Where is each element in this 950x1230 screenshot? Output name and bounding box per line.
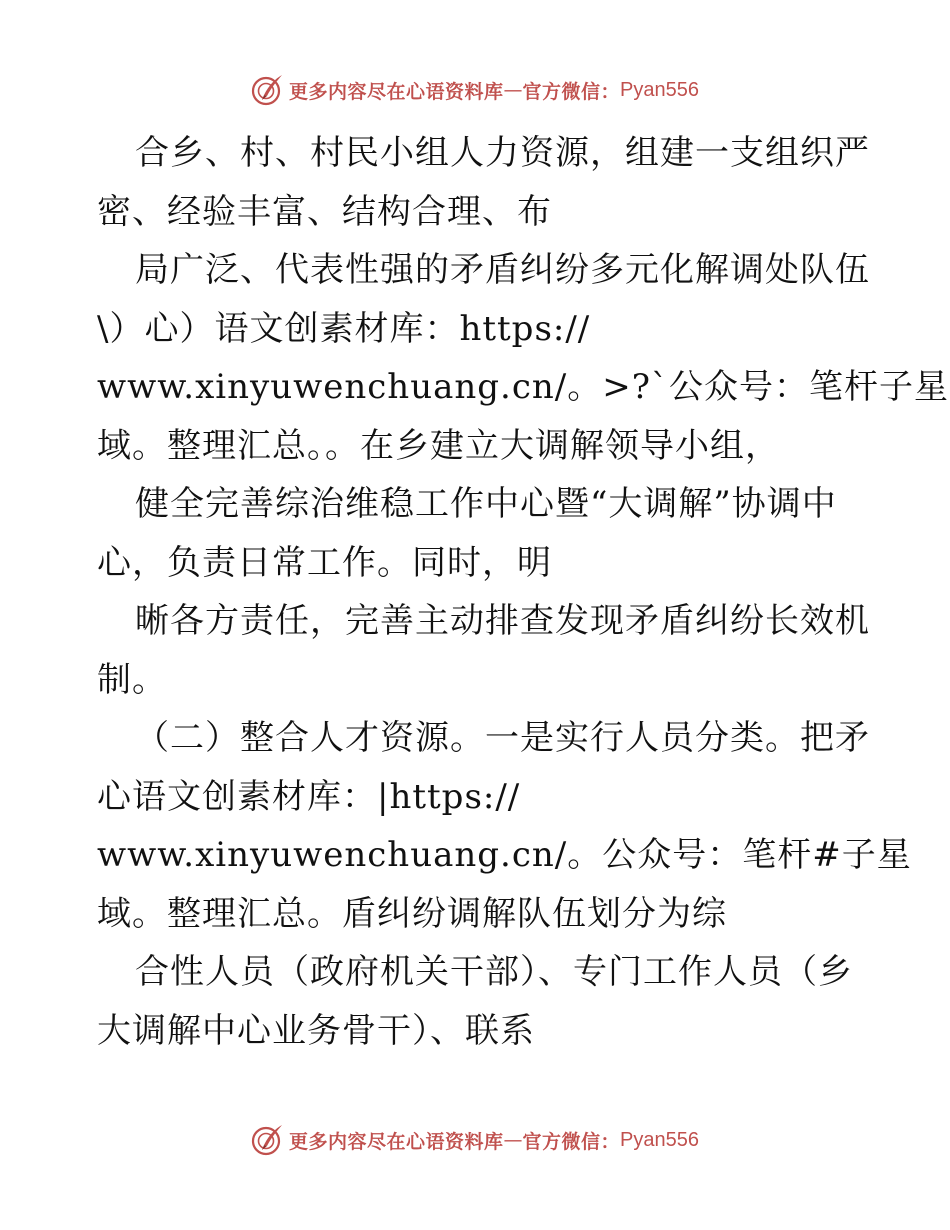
header-watermark-banner — [0, 70, 950, 110]
banner-text: 更多内容尽在心语资料库 — [289, 1130, 504, 1153]
banner-wechat-id: Pyan556 — [620, 78, 699, 101]
body-line-6: 域。整理汇总。。在乡建立大调解领导小组， — [97, 425, 780, 466]
body-line-9: 晰各方责任，完善主动排查发现矛盾纠纷长效机 — [135, 601, 870, 641]
document-body — [97, 124, 949, 1060]
body-line-1: 合乡、村、村民小组人力资源，组建一支组织严 — [135, 133, 870, 173]
body-line-13: www.xinyuwenchuang.cn/。公众号：笔杆#子星 — [97, 835, 912, 875]
body-line-8: 心，负责日常工作。同时，明 — [97, 542, 552, 583]
quill-logo-icon — [251, 73, 285, 107]
body-line-12: 心语文创素材库：|https:// — [97, 776, 521, 817]
banner-text: 更多内容尽在心语资料库 — [289, 80, 504, 103]
body-line-15: 合性人员（政府机关干部）、专门工作人员（乡 — [135, 952, 853, 992]
body-line-11: （二）整合人才资源。一是实行人员分类。把矛 — [135, 718, 870, 758]
banner-separator: — — [503, 1129, 523, 1151]
banner-separator: — — [503, 79, 523, 101]
banner-wechat-id: Pyan556 — [620, 1128, 699, 1151]
quill-logo-icon — [251, 1123, 285, 1157]
banner-wechat-label: 官方微信： — [522, 1130, 621, 1153]
banner-wechat-label: 官方微信： — [522, 80, 621, 103]
body-line-10: 制。 — [97, 659, 167, 700]
body-line-14: 域。整理汇总。盾纠纷调解队伍划分为综 — [97, 893, 727, 934]
footer-watermark-banner — [0, 1120, 950, 1160]
body-line-3: 局广泛、代表性强的矛盾纠纷多元化解调处队伍 — [135, 250, 870, 290]
body-line-16: 大调解中心业务骨干）、联系 — [97, 1010, 535, 1051]
body-line-5: www.xinyuwenchuang.cn/。>?`公众号：笔杆子星 — [97, 367, 949, 407]
body-line-2: 密、经验丰富、结构合理、布 — [97, 191, 552, 232]
body-line-4: \）心）语文创素材库：https:// — [97, 308, 591, 349]
body-line-7: 健全完善综治维稳工作中心暨“大调解”协调中 — [135, 484, 837, 524]
